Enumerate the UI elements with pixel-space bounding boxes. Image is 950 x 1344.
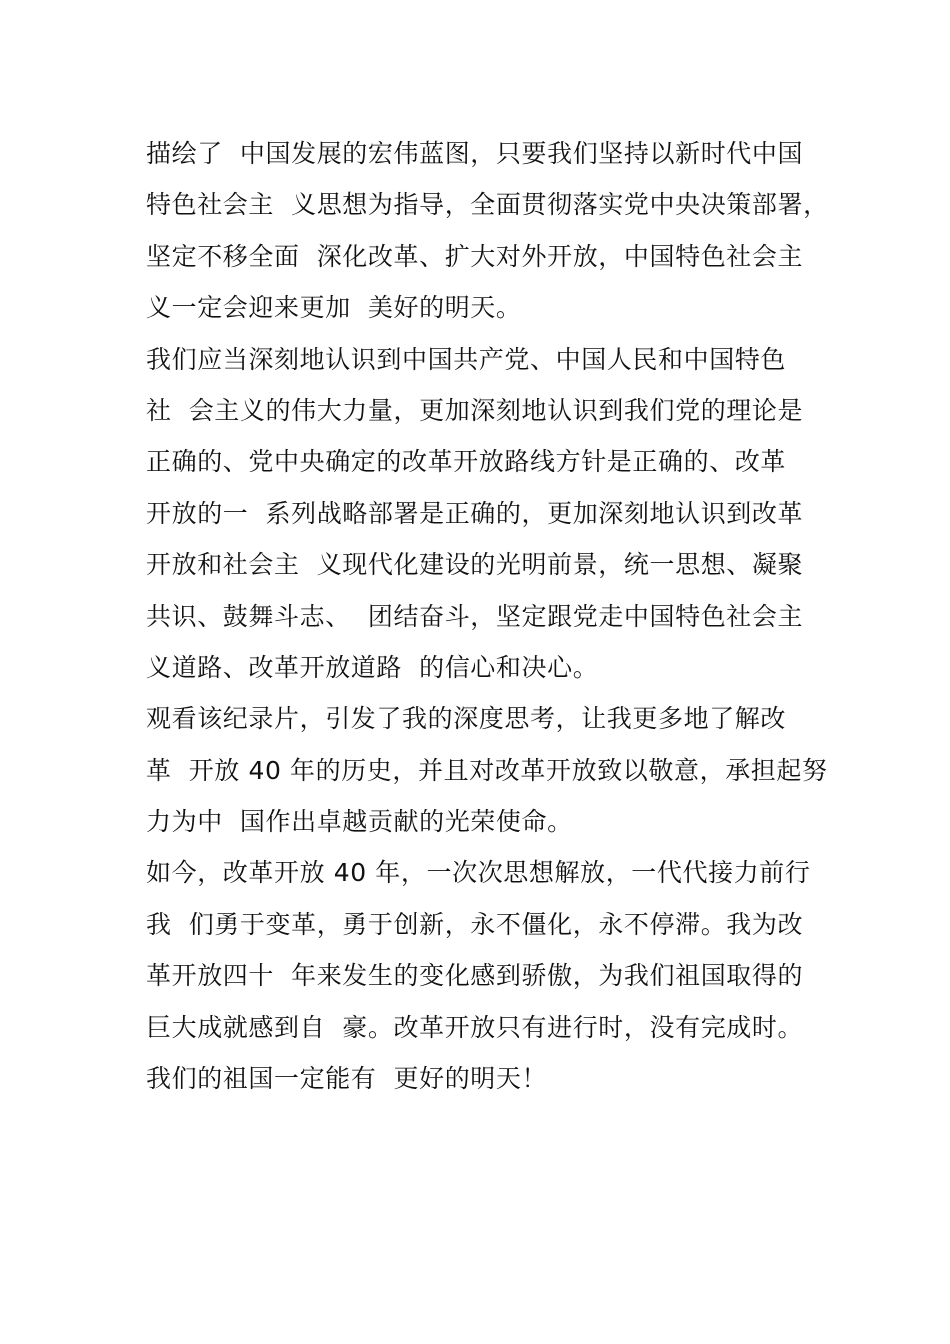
text-line: 如今，改革开放 40 年，一次次思想解放，一代代接力前行 [146, 858, 811, 888]
text-line: 观看该纪录片，引发了我的深度思考，让我更多地了解改 [146, 704, 787, 734]
text-line: 开放的一 系列战略部署是正确的，更加深刻地认识到改革 [146, 498, 804, 528]
text-line: 坚定不移全面 深化改革、扩大对外开放，中国特色社会主 [146, 241, 804, 271]
text-line: 特色社会主 义思想为指导，全面贯彻落实党中央决策部署， [146, 190, 829, 220]
text-line: 革 开放 40 年的历史，并且对改革开放致以敬意，承担起努 [146, 755, 828, 785]
text-line: 革开放四十 年来发生的变化感到骄傲，为我们祖国取得的 [146, 961, 804, 991]
text-line: 义一定会迎来更加 美好的明天。 [146, 293, 522, 323]
text-line: 描绘了 中国发展的宏伟蓝图，只要我们坚持以新时代中国 [146, 139, 804, 168]
text-line: 力为中 国作出卓越贡献的光荣使命。 [146, 807, 573, 837]
text-line: 开放和社会主 义现代化建设的光明前景，统一思想、凝聚 [146, 550, 804, 580]
text-line: 共识、鼓舞斗志、 团结奋斗，坚定跟党走中国特色社会主 [146, 601, 804, 631]
text-line: 社 会主义的伟大力量，更加深刻地认识到我们党的理论是 [146, 395, 804, 425]
text-line: 巨大成就感到自 豪。改革开放只有进行时，没有完成时。 [146, 1012, 804, 1042]
text-line: 义道路、改革开放道路 的信心和决心。 [146, 652, 599, 682]
text-line: 正确的、党中央确定的改革开放路线方针是正确的、改革 [146, 447, 787, 477]
text-line: 我们应当深刻地认识到中国共产党、中国人民和中国特色 [146, 344, 787, 374]
text-line: 我 们勇于变革，勇于创新，永不僵化，永不停滞。我为改 [146, 909, 804, 939]
body-text [146, 128, 829, 1104]
text-line: 我们的祖国一定能有 更好的明天！ [146, 1064, 548, 1094]
